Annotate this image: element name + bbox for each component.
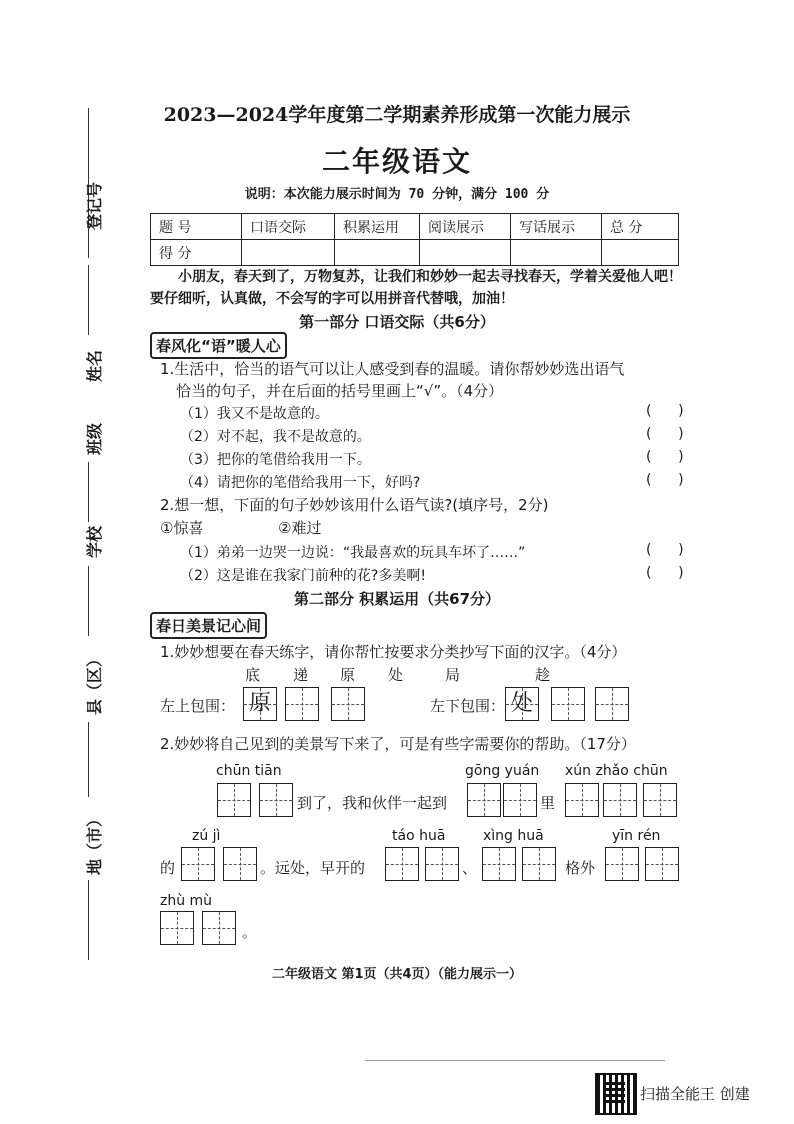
practice-char: 处 <box>388 666 404 684</box>
answer-bracket[interactable]: ( ) <box>646 426 684 442</box>
part1-heading: 第一部分 口语交际（共6分） <box>299 313 495 331</box>
writing-grid[interactable] <box>425 847 459 881</box>
score-table <box>150 213 679 266</box>
register-no-label: 登记号 <box>85 181 104 230</box>
practice-char: 原 <box>340 666 356 684</box>
writing-grid[interactable] <box>223 847 257 881</box>
county-label: 县（区） <box>85 650 104 715</box>
subject-title: 二年级语文 <box>321 145 472 178</box>
left-top-label: 左上包围： <box>160 697 236 715</box>
grid-char: 原 <box>248 691 271 716</box>
option-item: （4）请把你的笔借给我用一下，好吗? <box>180 475 421 491</box>
practice-char: 递 <box>293 666 309 684</box>
writing-grid[interactable] <box>551 687 585 721</box>
passage-text: 格外 <box>565 859 596 877</box>
score-table-header-row <box>151 214 679 240</box>
question-1: 1.妙妙想要在春天练字，请你帮忙按要求分类抄写下面的汉字。（4分） <box>160 643 627 661</box>
question-2: 2.妙妙将自己见到的美景写下来了，可是有些字需要你的帮助。（17分） <box>160 735 636 753</box>
option-item: （2）这是谁在我家门前种的花?多美啊! <box>180 568 426 584</box>
writing-grid[interactable] <box>181 847 215 881</box>
writing-grid[interactable] <box>385 847 419 881</box>
answer-bracket[interactable]: ( ) <box>646 565 684 581</box>
score-input[interactable] <box>602 240 679 266</box>
option-item: （3）把你的笔借给我用一下。 <box>180 452 371 468</box>
writing-grid[interactable] <box>643 783 677 817</box>
answer-bracket[interactable]: ( ) <box>646 472 684 488</box>
passage-text: 的 <box>160 859 176 877</box>
pinyin: yīn rén <box>612 828 661 844</box>
score-cell: 写话展示 <box>511 214 602 240</box>
exam-title: 2023—2024学年度第二学期素养形成第一次能力展示 <box>163 104 631 126</box>
writing-grid[interactable] <box>603 783 637 817</box>
practice-char: 局 <box>445 666 461 684</box>
pinyin: zú jì <box>192 828 221 844</box>
answer-bracket[interactable]: ( ) <box>646 449 684 465</box>
name-label: 姓名 <box>85 349 104 382</box>
answer-bracket[interactable]: ( ) <box>646 542 684 558</box>
choice-sad: ②难过 <box>278 519 322 537</box>
pinyin: xún zhǎo chūn <box>565 763 668 779</box>
part2-heading: 第二部分 积累运用（共67分） <box>293 590 501 608</box>
score-input[interactable] <box>420 240 511 266</box>
pinyin: gōng yuán <box>465 763 540 779</box>
writing-grid[interactable] <box>331 687 365 721</box>
binding-line <box>88 722 89 797</box>
binding-line <box>88 880 89 960</box>
pinyin: xìng huā <box>483 828 544 844</box>
score-cell: 积累运用 <box>335 214 420 240</box>
choice-surprise: ①惊喜 <box>160 519 204 537</box>
question-1-cont: 恰当的句子，并在后面的括号里画上“√”。（4分） <box>176 382 504 400</box>
score-table-score-row <box>151 240 679 266</box>
grid-char: 处 <box>510 691 533 716</box>
writing-grid[interactable] <box>605 847 639 881</box>
practice-char: 底 <box>245 666 261 684</box>
score-cell: 总 分 <box>602 214 679 240</box>
score-cell: 题 号 <box>151 214 242 240</box>
writing-grid[interactable] <box>595 687 629 721</box>
part2-badge: 春日美景记心间 <box>150 612 267 639</box>
city-label: 地（市） <box>85 810 104 875</box>
pinyin: chūn tiān <box>216 763 282 779</box>
writing-grid[interactable] <box>259 783 293 817</box>
intro-text: 小朋友，春天到了，万物复苏，让我们和妙妙一起去寻找春天，学着关爱他人吧！要仔细听，认真做，不会写的字可以用拼音代替哦，加油！ <box>150 269 682 307</box>
passage-text: 。 <box>242 923 258 941</box>
exam-note: 说明：本次能力展示时间为 70 分钟，满分 100 分 <box>244 187 550 202</box>
writing-grid[interactable] <box>565 783 599 817</box>
practice-char: 趁 <box>535 666 551 684</box>
score-cell: 得 分 <box>151 240 242 266</box>
pinyin: zhù mù <box>160 893 213 909</box>
binding-line <box>88 462 89 522</box>
score-cell: 口语交际 <box>242 214 335 240</box>
part1-badge: 春风化“语”暖人心 <box>150 332 287 359</box>
qr-code-icon <box>595 1073 637 1115</box>
option-item: （1）我又不是故意的。 <box>180 406 329 422</box>
passage-text: 到了，我和伙伴一起到 <box>297 794 448 812</box>
writing-grid[interactable] <box>285 687 319 721</box>
passage-text: 里 <box>540 794 556 812</box>
option-item: （2）对不起，我不是故意的。 <box>180 429 371 445</box>
score-input[interactable] <box>511 240 602 266</box>
option-item: （1）弟弟一边哭一边说：“我最喜欢的玩具车坏了……” <box>180 545 526 561</box>
school-label: 学校 <box>85 525 104 558</box>
writing-grid[interactable] <box>217 783 251 817</box>
writing-grid[interactable] <box>645 847 679 881</box>
writing-grid <box>505 687 539 721</box>
writing-grid[interactable] <box>202 911 236 945</box>
divider <box>365 1060 665 1061</box>
passage-text: 、 <box>462 859 478 877</box>
writing-grid[interactable] <box>522 847 556 881</box>
writing-grid[interactable] <box>482 847 516 881</box>
writing-grid[interactable] <box>503 783 537 817</box>
score-cell: 阅读展示 <box>420 214 511 240</box>
answer-bracket[interactable]: ( ) <box>646 403 684 419</box>
question-1: 1.生活中，恰当的语气可以让人感受到春的温暖。请你帮妙妙选出语气 <box>160 360 625 378</box>
page-footer: 二年级语文 第1页（共4页）（能力展示一） <box>271 967 523 982</box>
left-bottom-label: 左下包围： <box>430 697 506 715</box>
writing-grid[interactable] <box>160 911 194 945</box>
pinyin: táo huā <box>392 828 446 844</box>
scanner-watermark: 扫描全能王 创建 <box>640 1085 750 1103</box>
question-2: 2.想一想，下面的句子妙妙该用什么语气读?(填序号，2分) <box>160 496 549 514</box>
score-input[interactable] <box>242 240 335 266</box>
writing-grid[interactable] <box>467 783 501 817</box>
writing-grid <box>243 687 277 721</box>
score-input[interactable] <box>335 240 420 266</box>
passage-text: 。远处，早开的 <box>260 859 366 877</box>
class-label: 班级 <box>85 422 104 455</box>
